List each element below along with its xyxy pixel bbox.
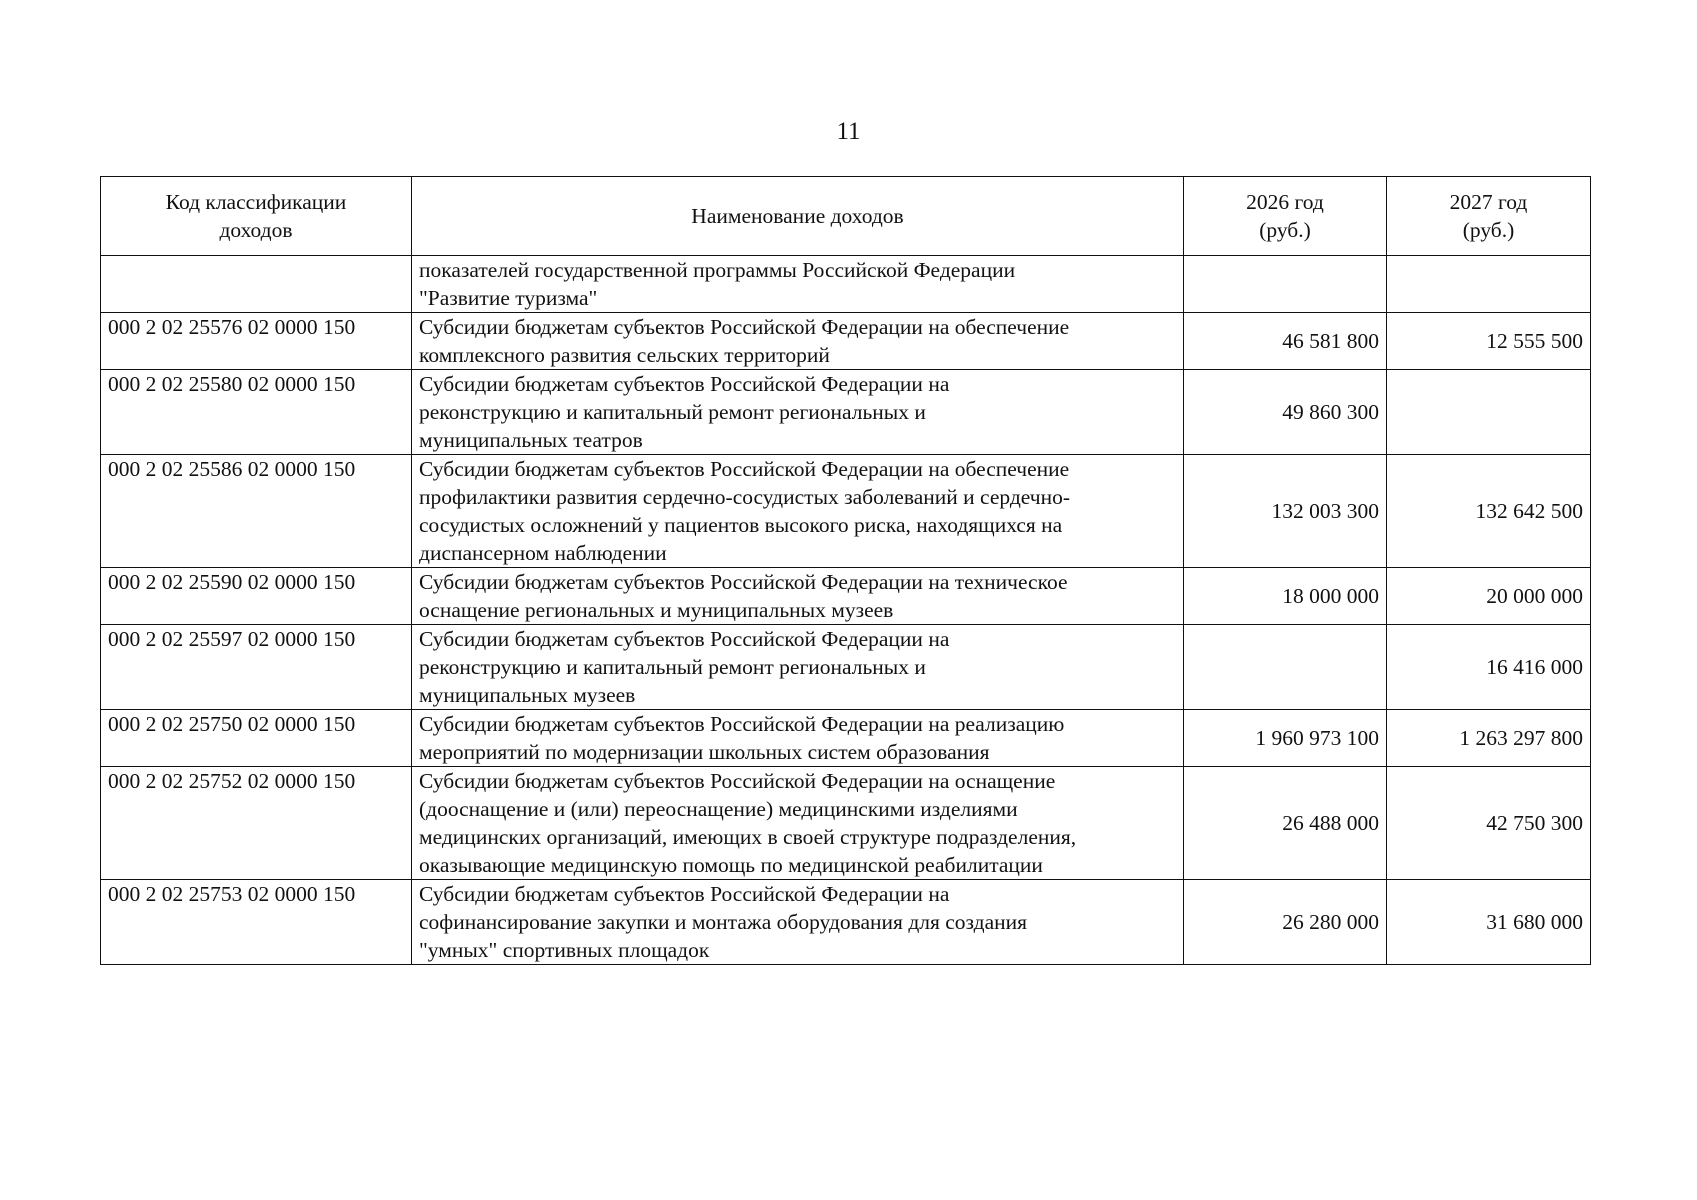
table-header: [101, 177, 1591, 256]
cell-name-line: профилактики развития сердечно-сосудистых заболеваний и сердечно-: [419, 485, 1071, 509]
cell-amount-2026: 26 488 000: [1184, 767, 1387, 880]
cell-name-line: Субсидии бюджетам субъектов Российской Федерации на реализацию: [419, 712, 1065, 736]
cell-name-line: Субсидии бюджетам субъектов Российской Федерации на обеспечение: [419, 315, 1070, 339]
cell-name: [412, 370, 1184, 455]
cell-name-line: "умных" спортивных площадок: [419, 938, 710, 962]
cell-name-line: диспансерном наблюдении: [419, 541, 667, 565]
header-year-2026: [1184, 177, 1387, 256]
cell-name-line: мероприятий по модернизации школьных систем образования: [419, 740, 990, 764]
cell-name-line: Субсидии бюджетам субъектов Российской Федерации на: [419, 627, 950, 651]
cell-name: [412, 313, 1184, 370]
cell-amount-2026: [1184, 256, 1387, 313]
cell-amount-2027: 20 000 000: [1387, 568, 1591, 625]
cell-amount-2027: 12 555 500: [1387, 313, 1591, 370]
cell-amount-2027: [1387, 256, 1591, 313]
header-year-unit: (руб.): [1462, 218, 1515, 242]
table-row: [101, 880, 1591, 965]
cell-name-line: Субсидии бюджетам субъектов Российской Федерации на обеспечение: [419, 457, 1070, 481]
header-year-2027: [1387, 177, 1591, 256]
cell-amount-2026: 26 280 000: [1184, 880, 1387, 965]
cell-name: [412, 710, 1184, 767]
cell-name-line: показателей государственной программы Российской Федерации: [419, 258, 1016, 282]
cell-code: 000 2 02 25750 02 0000 150: [101, 710, 412, 767]
cell-name-line: (дооснащение и (или) переоснащение) медицинскими изделиями: [419, 797, 1018, 821]
cell-name-line: медицинских организаций, имеющих в своей структуре подразделения,: [419, 825, 1077, 849]
header-year-unit: (руб.): [1259, 218, 1311, 242]
cell-amount-2027: [1387, 370, 1591, 455]
cell-name-line: комплексного развития сельских территорий: [419, 343, 830, 367]
cell-amount-2027: 132 642 500: [1387, 455, 1591, 568]
cell-code: 000 2 02 25597 02 0000 150: [101, 625, 412, 710]
cell-name-line: муниципальных театров: [419, 428, 643, 452]
cell-name: [412, 455, 1184, 568]
cell-amount-2027: 31 680 000: [1387, 880, 1591, 965]
cell-amount-2026: 49 860 300: [1184, 370, 1387, 455]
cell-name-line: реконструкцию и капитальный ремонт региональных и: [419, 655, 926, 679]
cell-code: 000 2 02 25580 02 0000 150: [101, 370, 412, 455]
header-year-line: 2027 год: [1449, 190, 1528, 214]
cell-name: [412, 767, 1184, 880]
table-row: [101, 568, 1591, 625]
header-code-line: Код классификации: [165, 190, 347, 214]
cell-name-line: муниципальных музеев: [419, 683, 636, 707]
cell-name-line: "Развитие туризма": [419, 286, 598, 310]
cell-amount-2026: 132 003 300: [1184, 455, 1387, 568]
cell-name-line: Субсидии бюджетам субъектов Российской Федерации на: [419, 372, 950, 396]
cell-name: [412, 256, 1184, 313]
table-row: [101, 710, 1591, 767]
cell-name-line: Субсидии бюджетам субъектов Российской Федерации на техническое: [419, 570, 1068, 594]
header-code: [101, 177, 412, 256]
cell-name-line: реконструкцию и капитальный ремонт региональных и: [419, 400, 926, 424]
header-year-line: 2026 год: [1246, 190, 1324, 214]
table-body: [101, 256, 1591, 965]
cell-name-line: сосудистых осложнений у пациентов высокого риска, находящихся на: [419, 513, 1063, 537]
cell-amount-2027: 42 750 300: [1387, 767, 1591, 880]
cell-amount-2026: 46 581 800: [1184, 313, 1387, 370]
cell-name: [412, 880, 1184, 965]
cell-name-line: Субсидии бюджетам субъектов Российской Федерации на: [419, 882, 950, 906]
table-row: [101, 625, 1591, 710]
cell-code: 000 2 02 25586 02 0000 150: [101, 455, 412, 568]
cell-code: 000 2 02 25590 02 0000 150: [101, 568, 412, 625]
page-number: 11: [836, 118, 861, 145]
cell-code: 000 2 02 25576 02 0000 150: [101, 313, 412, 370]
table-row: [101, 256, 1591, 313]
cell-amount-2026: 1 960 973 100: [1184, 710, 1387, 767]
cell-code: 000 2 02 25753 02 0000 150: [101, 880, 412, 965]
cell-name-line: оснащение региональных и муниципальных музеев: [419, 598, 894, 622]
table-row: [101, 767, 1591, 880]
cell-amount-2026: 18 000 000: [1184, 568, 1387, 625]
cell-code: 000 2 02 25752 02 0000 150: [101, 767, 412, 880]
cell-name-line: оказывающие медицинскую помощь по медицинской реабилитации: [419, 853, 1043, 877]
revenue-table: [100, 176, 1591, 965]
cell-code: [101, 256, 412, 313]
table-row: [101, 313, 1591, 370]
header-row: [101, 177, 1591, 256]
cell-name-line: Субсидии бюджетам субъектов Российской Федерации на оснащение: [419, 769, 1056, 793]
table-row: [101, 370, 1591, 455]
cell-name: [412, 625, 1184, 710]
cell-amount-2027: 16 416 000: [1387, 625, 1591, 710]
cell-amount-2027: 1 263 297 800: [1387, 710, 1591, 767]
cell-name-line: софинансирование закупки и монтажа оборудования для создания: [419, 910, 1028, 934]
cell-name: [412, 568, 1184, 625]
header-code-line: доходов: [219, 218, 293, 242]
header-name: Наименование доходов: [412, 177, 1184, 256]
cell-amount-2026: [1184, 625, 1387, 710]
table-row: [101, 455, 1591, 568]
